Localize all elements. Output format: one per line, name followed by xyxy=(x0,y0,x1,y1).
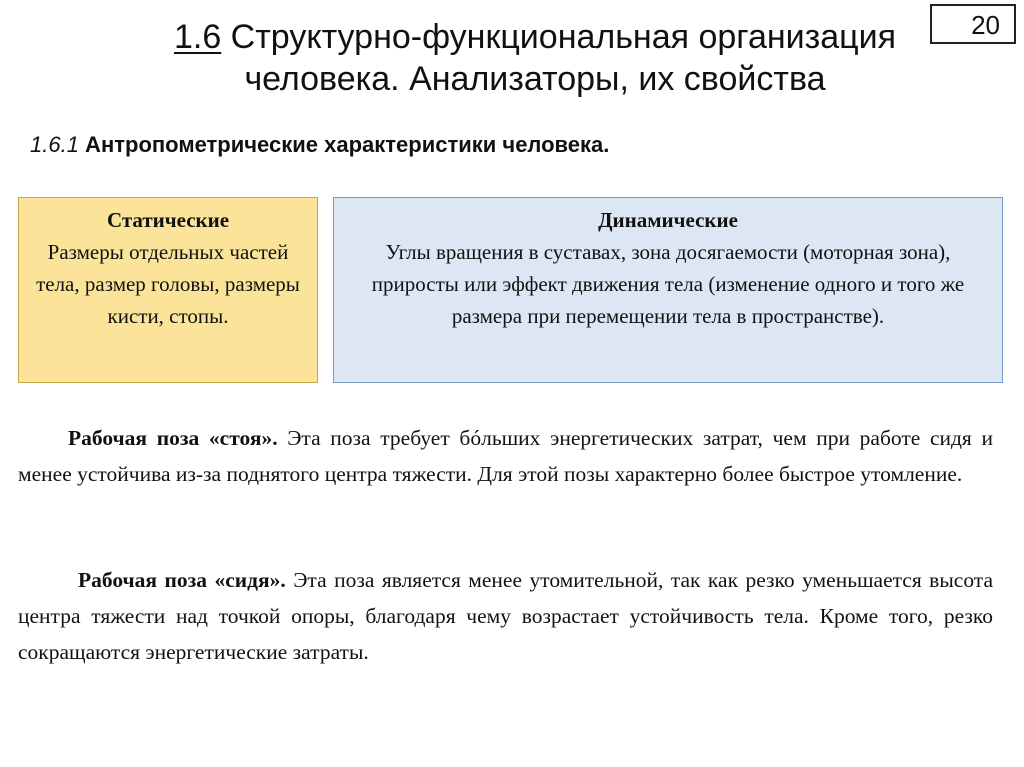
sitting-posture-paragraph xyxy=(18,562,993,670)
sitting-lead: Рабочая поза «сидя». xyxy=(78,568,286,592)
static-heading: Статические xyxy=(106,208,230,232)
standing-posture-paragraph xyxy=(18,420,993,492)
subsection-number: 1.6.1 xyxy=(30,132,79,157)
title-text: Структурно-функциональная организация человека. Анализаторы, их свойства xyxy=(221,18,897,98)
static-characteristics-box xyxy=(18,197,318,383)
section-number: 1.6 xyxy=(173,18,222,56)
dynamic-heading: Динамические xyxy=(598,208,738,232)
slide-title xyxy=(120,16,950,100)
static-body: Размеры отдельных частей тела, размер головы, размеры кисти, стопы. xyxy=(36,240,300,328)
sitting-body: Эта поза является менее утомительной, так как резко уменьшается высота центра тяжести над точкой опоры, благодаря чему возрастает устойчивость тела. Кроме того, резко сокращаются энергетические затраты. xyxy=(18,568,993,664)
dynamic-characteristics-box xyxy=(333,197,1003,383)
standing-lead: Рабочая поза «стоя». xyxy=(68,426,278,450)
slide-number: 20 xyxy=(930,4,1016,44)
standing-body: Эта поза требует бóльших энергетических затрат, чем при работе сидя и менее устойчива из-за поднятого центра тяжести. Для этой позы характерно более быстрое утомление. xyxy=(18,426,993,486)
subsection-heading xyxy=(30,130,609,160)
dynamic-body: Углы вращения в суставах, зона досягаемости (моторная зона), приросты или эффект движения тела (изменение одного и того же размера при перемещении тела в пространстве). xyxy=(371,240,965,328)
subsection-title: Антропометрические характеристики человека. xyxy=(78,132,610,157)
